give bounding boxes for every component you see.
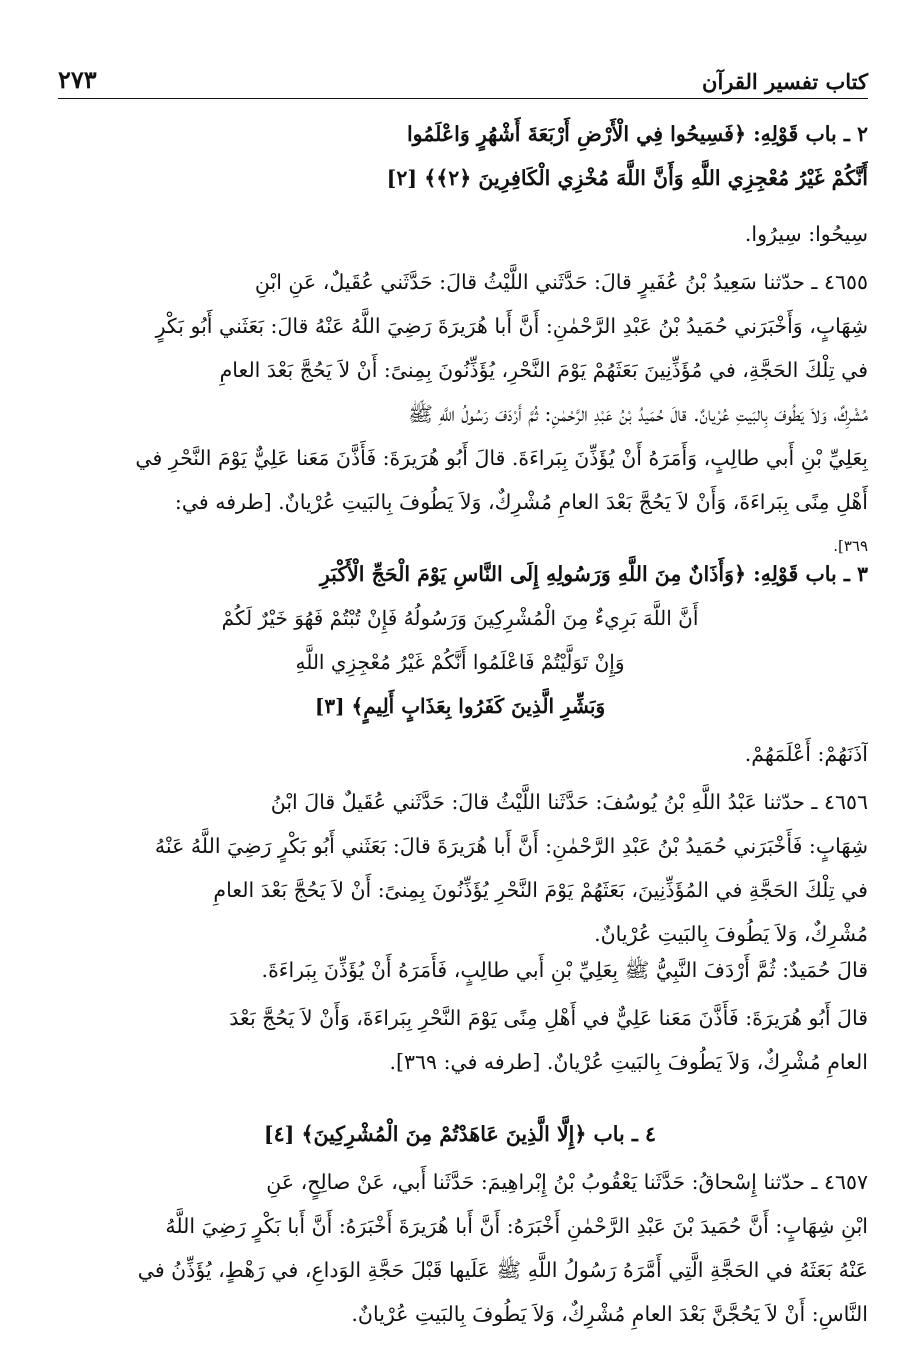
hadith-line: في تِلْكَ الحَجَّةِ، في مُؤَذِّنِينَ بَعَثَهُمْ يَوْمَ النَّحْرِ، يُؤَذِّنُونَ بِمِنىً: أَنْ لاَ يَحُجَّ بَعْدَ العامِ [219,358,868,382]
hadith-4656 [52,780,868,956]
quran-verse-line: وَبَشِّرِ الَّذِينَ كَفَرُوا بِعَذَابٍ أَلِيمٍ﴾ [٣] [314,694,606,718]
hadith-line: في تِلْكَ الحَجَّةِ في المُؤَذِّنِينَ، بَعَثَهُمْ يَوْمَ النَّحْرِ يُؤَذِّنُونَ بِمِنىً: أَنْ لاَ يَحُجَّ بَعْدَ العامِ [213,878,868,902]
section-bab-3 [52,552,868,728]
hadith-line: النَّاسِ: أَنْ لاَ يَحُجَّنَّ بَعْدَ العامِ مُشْرِكٌ، وَلاَ يَطُوفَ بِالبَيتِ عُرْيانٌ. [351,1302,868,1326]
hadith-line: شِهَابٍ: فَأَخْبَرَني حُمَيدُ بْنُ عَبْدِ الرَّحْمٰنِ: أَنَّ أَبا هُرَيرَةَ قالَ: بَعَثَني أَبُو بَكْرٍ رَضِيَ اللَّهُ عَنْهُ [154,834,868,858]
hadith-line: مُشْرِكٌ، وَلاَ يَطُوفَ بِالبَيتِ عُرْيانٌ. [594,922,868,946]
hadith-4657 [52,1160,868,1336]
gloss [52,732,868,776]
hadith-line: ٣٦٩]. [833,537,868,555]
hadith-line: بِعَلِيِّ بْنِ أَبي طالِبٍ، وَأَمَرَهُ أَنْ يُؤَذِّنَ بِبَراءَةَ. قالَ أَبُو هُرَيرَةَ: فَأَذَّنَ مَعَنا عَلِيٌّ يَوْمَ النَّحْرِ في [135,446,868,470]
hadith-line: ٤٦٥٦ ـ حدّثنا عَبْدُ اللَّهِ بْنُ يُوسُفَ: حَدَّثَنا اللَّيْثُ قالَ: حَدَّثَني عُقَيلٌ قالَ ابْنُ [270,790,868,814]
paragraph-line: العامِ مُشْرِكٌ، وَلاَ يَطُوفَ بِالبَيتِ عُرْيانٌ. [طرفه في: ٣٦٩]. [389,1050,868,1074]
gloss-text: آذَنَهُمْ: أَعْلَمَهُمْ. [744,742,868,766]
hadith-4655 [52,260,868,568]
chapter-heading: ٣ ـ باب قَوْلِهِ: ﴿وَأَذَانٌ مِنَ اللَّهِ وَرَسُولِهِ إِلَى النَّاسِ يَوْمَ الْحَجِّ الْأَكْبَرِ [319,562,868,586]
hadith-line: أَهْلِ مِنًى بِبَراءَةَ، وَأَنْ لاَ يَحُجَّ بَعْدَ العامِ مُشْرِكٌ، وَلاَ يَطُوفَ بِالبَيتِ عُرْيانٌ. [طرفه في: [174,490,868,514]
book-title: كتاب تفسير القرآن [702,69,868,94]
gloss-text: سِيحُوا: سِيرُوا. [744,222,868,246]
running-header [58,54,868,99]
hadith-line: ابْنِ شِهَابٍ: أَنَّ حُمَيدَ بْنَ عَبْدِ الرَّحْمٰنِ أَخْبَرَهُ: أَنَّ أَبا هُرَيرَةَ أَخْبَرَهُ: أَنَّ أَبا بَكْرٍ رَضِيَ اللَّهُ [165,1214,868,1238]
paragraph-line: قالَ حُمَيدٌ: ثُمَّ أَرْدَفَ النَّبِيُّ ﷺ بِعَلِيِّ بْنِ أَبي طالِبٍ، فَأَمَرَهُ أَنْ يُؤَذِّنَ بِبَراءَةَ. [261,958,868,982]
section-bab-2 [52,112,868,200]
quran-verse-line: وَإِنْ تَوَلَّيْتُمْ فَاعْلَمُوا أَنَّكُمْ غَيْرُ مُعْجِزِي اللَّهِ [295,650,625,674]
section-bab-4 [52,1112,868,1156]
chapter-heading: ٤ ـ باب ﴿إِلَّا الَّذِينَ عَاهَدْتُمْ مِنَ الْمُشْرِكِينَ﴾ [٤] [263,1122,657,1146]
paragraph-line: قالَ أَبُو هُرَيرَةَ: فَأَذَّنَ مَعَنا عَلِيٌّ في أَهْلِ مِنًى يَوْمَ النَّحْرِ بِبَراءَةَ، وَأَنْ لاَ يَحُجَّ بَعْدَ [229,1006,868,1030]
hadith-line: مُشْرِكٌ، وَلاَ يَطُوفَ بِالبَيتِ عُرْيانٌ. قالَ حُمَيدُ بْنُ عَبْدِ الرَّحْمٰنِ: ثُمَّ أَرْدَفَ رَسُولُ اللَّهِ ﷺ [408,402,868,426]
quran-verse-line: أَنَّ اللَّهَ بَرِيءٌ مِنَ الْمُشْرِكِينَ وَرَسُولُهُ فَإِنْ تُبْتُمْ فَهُوَ خَيْرٌ لَكُمْ [221,606,699,630]
paragraph [52,948,868,992]
page-number: ٢٧٣ [58,65,97,94]
paragraph [52,996,868,1084]
chapter-heading-continuation: أَنَّكُمْ غَيْرُ مُعْجِزِي اللَّهِ وَأَنَّ اللَّهَ مُخْزِي الْكَافِرِينَ ﴿٢﴾﴾ [٢] [386,166,868,190]
hadith-line: شِهَابٍ، وَأَخْبَرَني حُمَيدُ بْنُ عَبْدِ الرَّحْمٰنِ: أَنَّ أَبا هُرَيرَةَ رَضِيَ اللَّهُ عَنْهُ قالَ: بَعَثَني أَبُو بَكْرٍ [155,314,868,338]
hadith-line: ٤٦٥٧ ـ حدّثنا إِسْحاقُ: حَدَّثَنا يَعْقُوبُ بْنُ إِبْراهِيمَ: حَدَّثَنا أَبي، عَنْ صالِحٍ، عَنِ [266,1170,868,1194]
chapter-heading: ٢ ـ باب قَوْلِهِ: ﴿فَسِيحُوا فِي الْأَرْضِ أَرْبَعَةَ أَشْهُرٍ وَاعْلَمُوا [406,122,868,146]
hadith-line: ٤٦٥٥ ـ حدّثنا سَعِيدُ بْنُ عُفَيرٍ قالَ: حَدَّثَني اللَّيْثُ قالَ: حَدَّثَني عُقَيلٌ، عَنِ ابْنِ [254,270,868,294]
gloss [52,212,868,256]
hadith-line: عَنْهُ بَعَثَهُ في الحَجَّةِ الَّتِي أَمَّرَهُ رَسُولُ اللَّهِ ﷺ عَلَيها قَبْلَ حَجَّةِ الوَداعِ، في رَهْطٍ، يُؤَذِّنُ في [137,1258,868,1282]
